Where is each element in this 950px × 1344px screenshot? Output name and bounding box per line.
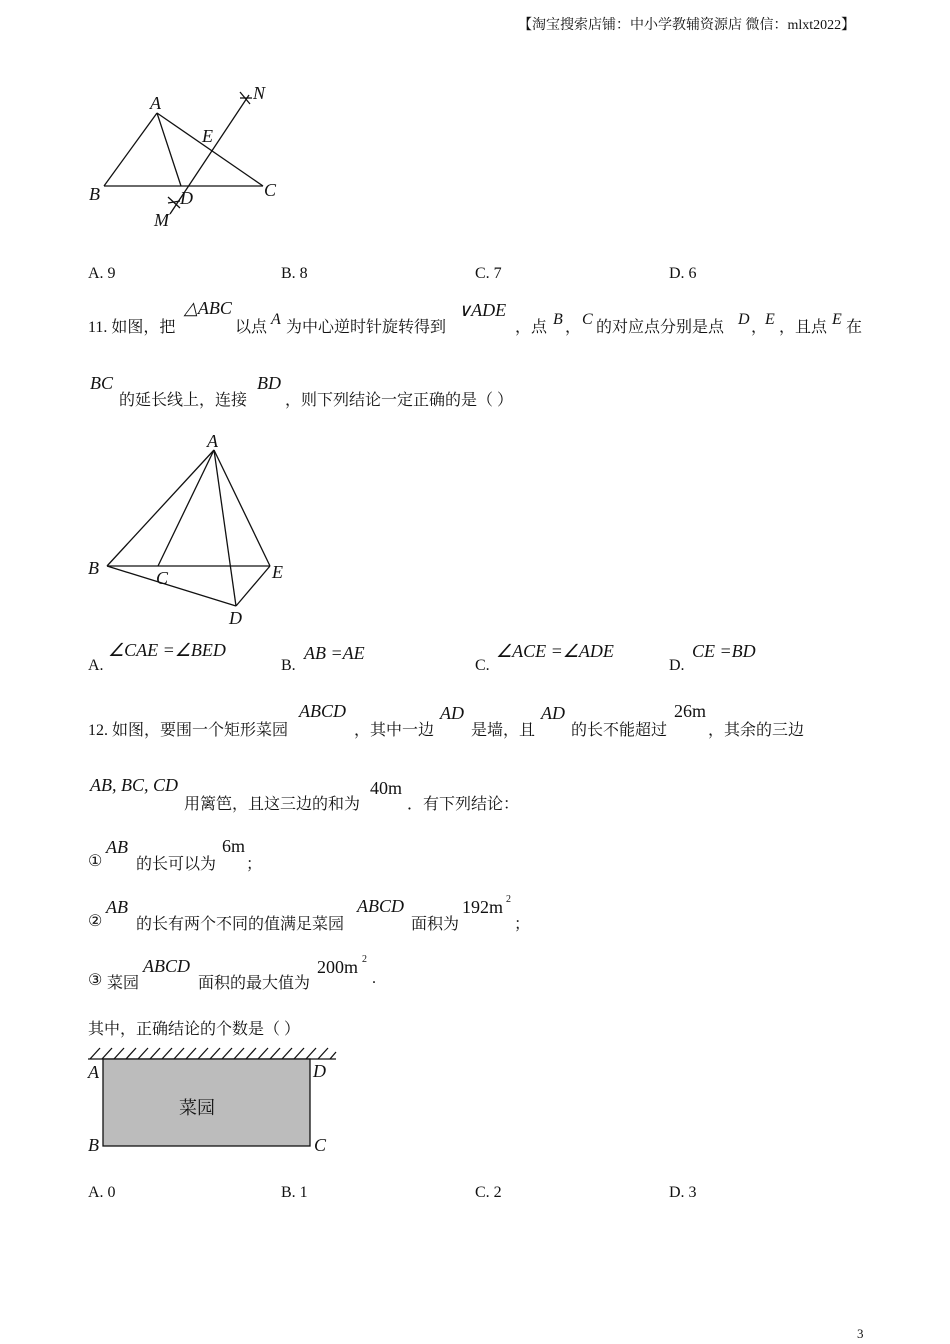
q11-text: 以点: [235, 319, 268, 336]
q12-text: 的长不能超过: [571, 722, 668, 739]
math-26m: 26m: [674, 701, 707, 721]
q12-text: 菜园: [107, 975, 140, 992]
math-200m: 200m: [317, 957, 359, 977]
math-c: C: [582, 311, 593, 328]
q12-text: 的长有两个不同的值满足菜园: [136, 916, 345, 933]
conclusion-2-mark: ②: [88, 913, 103, 930]
label-b: B: [88, 558, 99, 578]
math-a: A: [271, 311, 281, 328]
label-c: C: [314, 1135, 327, 1155]
q12-option-a[interactable]: A. 0: [88, 1184, 116, 1201]
math-ab: AB: [106, 837, 128, 857]
label-c: C: [156, 568, 169, 588]
q11-text: ，: [751, 319, 768, 336]
option-label: C.: [475, 657, 490, 674]
q12-option-b[interactable]: B. 1: [281, 1184, 308, 1201]
q12-number: 12. 如图，要围一个矩形菜园: [88, 722, 289, 739]
option-label: B.: [281, 657, 296, 674]
q10-option-b[interactable]: B. 8: [281, 265, 308, 282]
q11-number: 11. 如图，把: [88, 319, 176, 336]
q12-text: 的长可以为: [136, 856, 217, 873]
q11-text: 的延长线上，连接: [119, 392, 248, 409]
wall-hatching: [88, 1048, 336, 1059]
figure-q11: [80, 428, 310, 633]
label-b: B: [89, 184, 100, 204]
math-e: E: [832, 311, 842, 328]
math-abcd: ABCD: [299, 701, 346, 721]
label-d: D: [313, 1061, 326, 1081]
label-a: A: [150, 93, 161, 113]
q12-text: ，其中一边: [354, 722, 435, 739]
q12-text: 是墙，且: [471, 722, 536, 739]
superscript: 2: [506, 894, 511, 905]
q11-text: ，点: [515, 319, 548, 336]
math-d: D: [738, 311, 750, 328]
garden-label: 菜园: [179, 1098, 215, 1119]
q10-option-c[interactable]: C. 7: [475, 265, 502, 282]
option-math: AB =AE: [304, 643, 365, 663]
label-d: D: [180, 188, 193, 208]
q12-text: ，其余的三边: [708, 722, 805, 739]
q12-text: ；: [514, 916, 531, 933]
label-c: C: [264, 180, 277, 200]
math-ab: AB: [106, 897, 128, 917]
q12-question: 其中，正确结论的个数是（ ）: [88, 1021, 301, 1038]
conclusion-1-mark: ①: [88, 853, 103, 870]
q12-text: ．有下列结论：: [407, 796, 520, 813]
q11-text: ，且点: [779, 319, 828, 336]
math-ad: AD: [541, 703, 565, 723]
figure-q12: [80, 1040, 350, 1165]
math-bd: BD: [257, 373, 281, 393]
math-40m: 40m: [370, 778, 403, 798]
q12-option-c[interactable]: C. 2: [475, 1184, 502, 1201]
label-m: M: [154, 210, 169, 230]
math-abcd: ABCD: [143, 956, 190, 976]
option-math: ∠CAE =∠BED: [108, 640, 226, 660]
q12-option-d[interactable]: D. 3: [669, 1184, 697, 1201]
q11-text: 为中心逆时针旋转得到: [286, 319, 447, 336]
page-number: 3: [857, 1326, 864, 1341]
q12-text: ；: [246, 856, 263, 873]
option-label: A.: [88, 657, 104, 674]
math-b: B: [553, 311, 563, 328]
math-abcd: ABCD: [357, 896, 404, 916]
math-192m: 192m: [462, 897, 504, 917]
q12-text: 用篱笆，且这三边的和为: [184, 796, 361, 813]
label-e: E: [202, 126, 213, 146]
q11-text: 在: [846, 319, 863, 336]
math-ad: AD: [440, 703, 464, 723]
q12-text: .: [372, 970, 376, 987]
label-n: N: [253, 83, 266, 103]
page-header: 【淘宝搜索店铺：中小学教辅资源店 微信：mlxt2022】: [518, 18, 856, 33]
q12-text: 面积的最大值为: [198, 975, 311, 992]
label-d: D: [229, 608, 242, 628]
q11-text: ，则下列结论一定正确的是（ ）: [285, 392, 514, 409]
math-ab-bc-cd: AB, BC, CD: [90, 775, 178, 795]
q12-text: 面积为: [411, 916, 460, 933]
q10-option-a[interactable]: A. 9: [88, 265, 116, 282]
math-6m: 6m: [222, 836, 246, 856]
superscript: 2: [362, 954, 367, 965]
option-math: CE =BD: [692, 641, 756, 661]
q11-text: ，: [565, 319, 582, 336]
conclusion-3-mark: ③: [88, 972, 103, 989]
q11-text: 的对应点分别是点: [596, 319, 725, 336]
label-a: A: [88, 1062, 99, 1082]
option-math: ∠ACE =∠ADE: [496, 641, 614, 661]
option-label: D.: [669, 657, 685, 674]
math-triangle-ade: ∨ADE: [458, 300, 507, 320]
label-e: E: [272, 562, 283, 582]
math-e: E: [765, 311, 775, 328]
math-triangle-abc: △ABC: [184, 298, 232, 318]
math-bc: BC: [90, 373, 114, 393]
label-b: B: [88, 1135, 99, 1155]
label-a: A: [207, 431, 218, 451]
q10-option-d[interactable]: D. 6: [669, 265, 697, 282]
figure-q10: [80, 80, 290, 240]
